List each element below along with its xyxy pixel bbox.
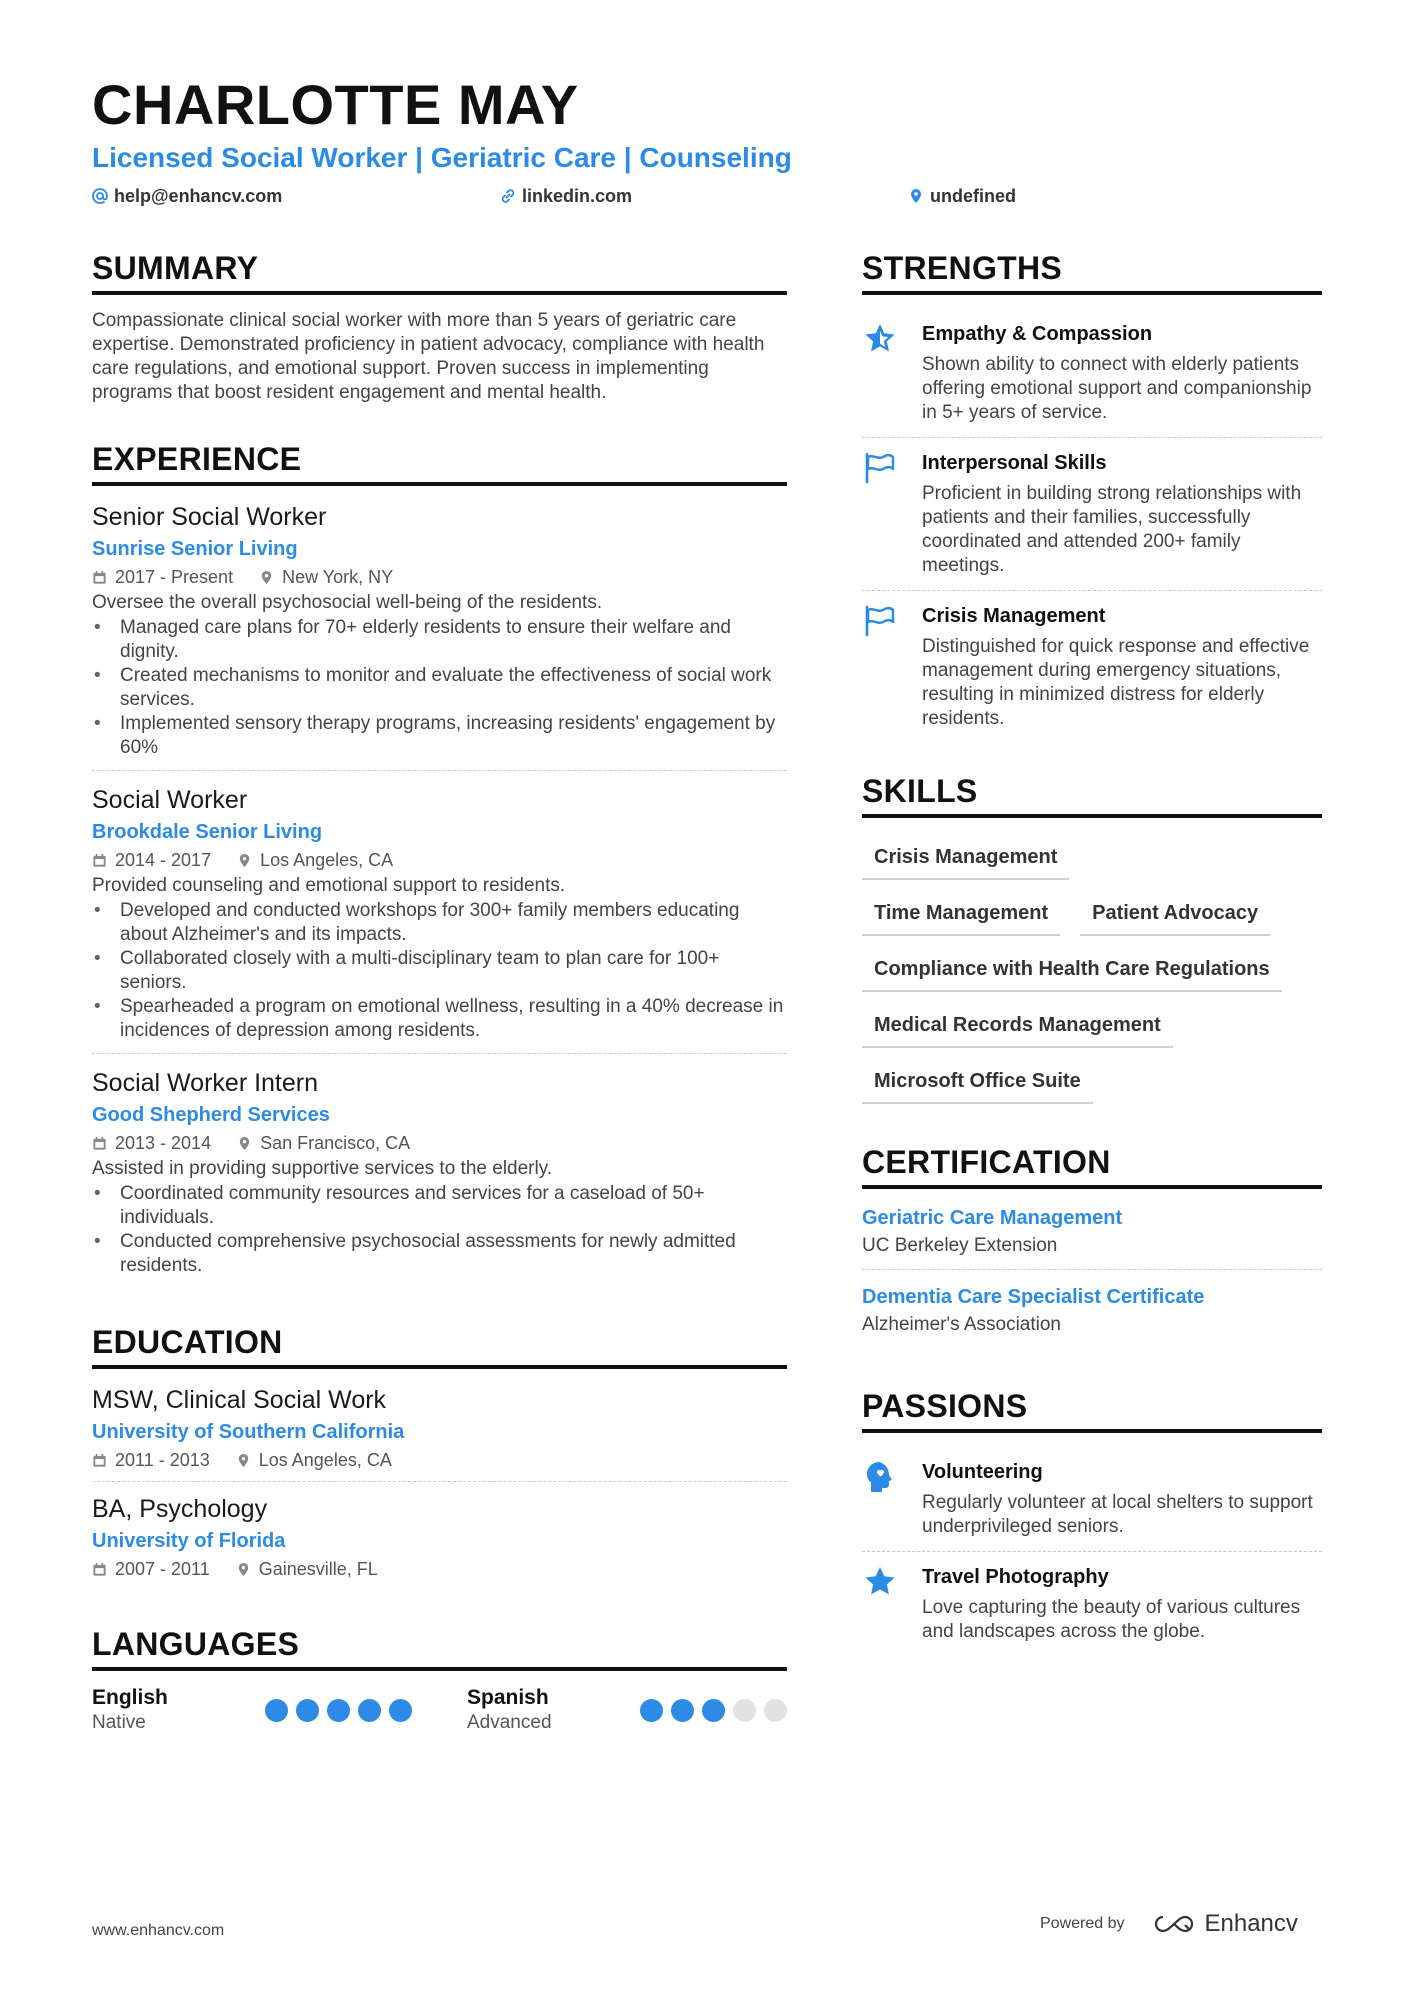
linkedin-text: linkedin.com	[522, 185, 633, 206]
job-bullet: • Created mechanisms to monitor and evaluate the effectiveness of social work services.	[92, 664, 787, 712]
passion-item	[862, 1447, 1322, 1552]
brand-name: Enhancv	[1204, 1910, 1298, 1937]
job-bullet: • Managed care plans for 70+ elderly residents to ensure their welfare and dignity.	[92, 616, 787, 664]
job-meta	[92, 564, 787, 590]
footer-website[interactable]: www.enhancv.com	[92, 1922, 225, 1939]
head-heart-icon	[862, 1459, 898, 1495]
school-name: University of Florida	[92, 1530, 286, 1552]
candidate-name: CHARLOTTE MAY	[92, 73, 579, 136]
education-dates: 2007 - 2011	[115, 1559, 210, 1579]
section-title-experience: EXPERIENCE	[92, 441, 787, 486]
job-bullet: • Spearheaded a program on emotional wellness, resulting in a 40% decrease in incidences of depression among residents.	[92, 995, 787, 1043]
language-rating	[265, 1699, 412, 1722]
skill-tag: Microsoft Office Suite	[862, 1060, 1093, 1104]
job-location: San Francisco, CA	[260, 1133, 411, 1153]
job-entry	[92, 1066, 787, 1288]
certification-section	[862, 1144, 1322, 1348]
enhancv-logo-icon	[1151, 1912, 1197, 1936]
passion-description: Regularly volunteer at local shelters to support underprivileged seniors.	[922, 1492, 1313, 1537]
job-title: Social Worker Intern	[92, 1069, 319, 1097]
job-bullets	[92, 616, 787, 760]
strength-title: Empathy & Compassion	[922, 323, 1153, 345]
job-bullet: • Developed and conducted workshops for 300+ family members educating about Alzheimer's and its impacts.	[92, 899, 787, 947]
enhancv-logo[interactable]	[1151, 1910, 1298, 1938]
job-entry	[92, 500, 787, 771]
strength-description: Shown ability to connect with elderly patients offering emotional support and companionship in 5+ years of service.	[922, 354, 1312, 423]
rating-dot-filled	[640, 1699, 663, 1722]
contact-location	[908, 186, 1016, 207]
language-list	[92, 1685, 787, 1735]
star-outline-icon	[862, 321, 898, 357]
section-title-strengths: STRENGTHS	[862, 250, 1322, 295]
right-column	[862, 250, 1322, 1692]
education-location: Gainesville, FL	[258, 1559, 378, 1579]
company-name: Brookdale Senior Living	[92, 821, 323, 843]
rating-dot-filled	[358, 1699, 381, 1722]
certification-issuer: UC Berkeley Extension	[862, 1235, 1058, 1256]
link-icon	[500, 188, 516, 204]
job-description: Oversee the overall psychosocial well-being of the residents.	[92, 592, 603, 613]
strength-description: Proficient in building strong relationships with patients and their families, successfully coordinated and attended 200+ family meetings.	[922, 483, 1302, 576]
certification-item	[862, 1203, 1322, 1270]
passions-section	[862, 1388, 1322, 1656]
languages-section	[92, 1626, 787, 1735]
contact-bar	[92, 182, 1322, 212]
company-name: Good Shepherd Services	[92, 1104, 330, 1126]
certification-name: Geriatric Care Management	[862, 1207, 1123, 1229]
job-dates: 2017 - Present	[115, 567, 234, 587]
language-level: Native	[92, 1712, 146, 1733]
skill-tag: Medical Records Management	[862, 1004, 1173, 1048]
certification-name: Dementia Care Specialist Certificate	[862, 1286, 1205, 1308]
strength-description: Distinguished for quick response and effective management during emergency situations, resulting in minimized distress for elderly residents.	[922, 636, 1310, 729]
location-pin-icon	[237, 1136, 252, 1151]
job-bullets	[92, 899, 787, 1043]
certification-item	[862, 1282, 1322, 1348]
passion-title: Volunteering	[922, 1461, 1043, 1483]
summary-text: Compassionate clinical social worker with more than 5 years of geriatric care expertise. Demonstrated proficiency in patient advocacy, compliance with health care regulations, and emotional support. Proven success in implementing programs that boost resident engagement and mental health.	[92, 310, 765, 403]
education-location: Los Angeles, CA	[258, 1450, 392, 1470]
strength-title: Crisis Management	[922, 605, 1106, 627]
job-bullet: • Conducted comprehensive psychosocial assessments for newly admitted residents.	[92, 1230, 787, 1278]
rating-dot-empty	[733, 1699, 756, 1722]
star-icon	[862, 1564, 898, 1600]
section-title-passions: PASSIONS	[862, 1388, 1322, 1433]
strengths-section	[862, 250, 1322, 743]
passion-description: Love capturing the beauty of various cultures and landscapes across the globe.	[922, 1597, 1301, 1642]
strength-item	[862, 438, 1322, 591]
skill-list	[862, 832, 1322, 1104]
passion-item	[862, 1552, 1322, 1656]
job-bullet: • Collaborated closely with a multi-disciplinary team to plan care for 100+ seniors.	[92, 947, 787, 995]
strength-title: Interpersonal Skills	[922, 452, 1107, 474]
rating-dot-filled	[702, 1699, 725, 1722]
certification-issuer: Alzheimer's Association	[862, 1314, 1061, 1335]
rating-dot-filled	[265, 1699, 288, 1722]
education-section	[92, 1324, 787, 1590]
language-rating	[640, 1699, 787, 1722]
job-dates: 2014 - 2017	[115, 850, 212, 870]
education-entry	[92, 1383, 787, 1482]
calendar-icon	[92, 570, 107, 585]
location-pin-icon	[259, 570, 274, 585]
section-title-skills: SKILLS	[862, 773, 1322, 818]
location-pin-icon	[236, 1562, 251, 1577]
skill-tag: Compliance with Health Care Regulations	[862, 948, 1282, 992]
skill-tag: Patient Advocacy	[1080, 892, 1270, 936]
education-meta	[92, 1556, 787, 1582]
degree: MSW, Clinical Social Work	[92, 1386, 387, 1414]
skill-tag: Crisis Management	[862, 836, 1069, 880]
language-level: Advanced	[467, 1712, 552, 1733]
email-text: help@enhancv.com	[114, 185, 283, 206]
skills-section	[862, 773, 1322, 1104]
language-item	[92, 1685, 412, 1735]
job-location: New York, NY	[282, 567, 394, 587]
education-meta	[92, 1447, 787, 1473]
passion-title: Travel Photography	[922, 1566, 1109, 1588]
section-title-education: EDUCATION	[92, 1324, 787, 1369]
resume-header	[92, 74, 1322, 212]
degree: BA, Psychology	[92, 1495, 268, 1523]
rating-dot-filled	[389, 1699, 412, 1722]
flag-icon	[862, 603, 898, 639]
flag-icon	[862, 450, 898, 486]
job-dates: 2013 - 2014	[115, 1133, 212, 1153]
job-description: Provided counseling and emotional support to residents.	[92, 875, 566, 896]
rating-dot-filled	[327, 1699, 350, 1722]
calendar-icon	[92, 1136, 107, 1151]
footer-branding	[1040, 1910, 1298, 1938]
location-pin-icon	[236, 1453, 251, 1468]
location-pin-icon	[237, 853, 252, 868]
section-title-summary: SUMMARY	[92, 250, 787, 295]
left-column	[92, 250, 787, 1771]
calendar-icon	[92, 853, 107, 868]
location-text: undefined	[930, 185, 1016, 206]
job-entry	[92, 783, 787, 1054]
company-name: Sunrise Senior Living	[92, 538, 298, 560]
job-meta	[92, 1130, 787, 1156]
calendar-icon	[92, 1562, 107, 1577]
summary-section	[92, 250, 787, 405]
job-meta	[92, 847, 787, 873]
strength-item	[862, 309, 1322, 438]
education-entry	[92, 1492, 787, 1590]
job-location: Los Angeles, CA	[260, 850, 394, 870]
job-bullets	[92, 1182, 787, 1278]
contact-linkedin[interactable]	[500, 186, 632, 207]
at-icon	[92, 188, 108, 204]
education-dates: 2011 - 2013	[115, 1450, 210, 1470]
rating-dot-empty	[764, 1699, 787, 1722]
strength-item	[862, 591, 1322, 743]
school-name: University of Southern California	[92, 1421, 405, 1443]
job-description: Assisted in providing supportive services to the elderly.	[92, 1158, 553, 1179]
section-title-certification: CERTIFICATION	[862, 1144, 1322, 1189]
language-item	[467, 1685, 787, 1735]
experience-section	[92, 441, 787, 1288]
candidate-title: Licensed Social Worker | Geriatric Care | Counseling	[92, 141, 792, 173]
calendar-icon	[92, 1453, 107, 1468]
job-bullet: • Implemented sensory therapy programs, increasing residents' engagement by 60%	[92, 712, 787, 760]
location-pin-icon	[908, 188, 924, 204]
job-bullet: • Coordinated community resources and services for a caseload of 50+ individuals.	[92, 1182, 787, 1230]
job-title: Social Worker	[92, 786, 248, 814]
skill-tag: Time Management	[862, 892, 1060, 936]
section-title-languages: LANGUAGES	[92, 1626, 787, 1671]
powered-by-text: Powered by	[1040, 1915, 1125, 1932]
rating-dot-filled	[296, 1699, 319, 1722]
language-name: English	[92, 1686, 168, 1709]
job-title: Senior Social Worker	[92, 503, 327, 531]
contact-email[interactable]	[92, 186, 282, 207]
language-name: Spanish	[467, 1686, 549, 1709]
rating-dot-filled	[671, 1699, 694, 1722]
